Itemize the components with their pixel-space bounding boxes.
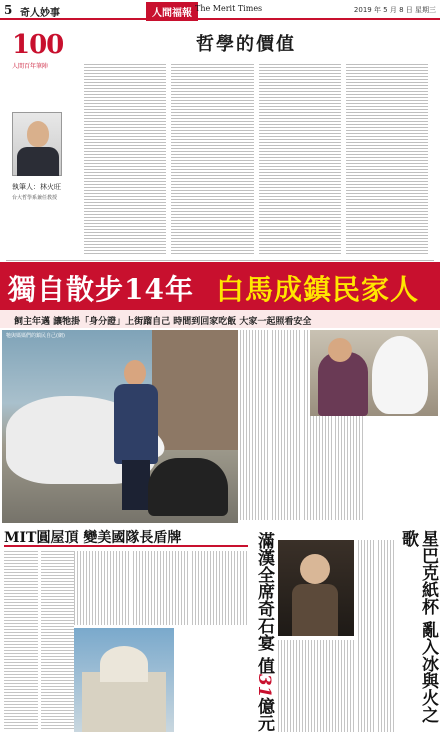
manhan-unit: 億元 xyxy=(254,697,274,732)
headline-right: 白馬成鎮民家人 xyxy=(216,273,420,306)
column-brand xyxy=(12,30,72,76)
main-photo xyxy=(2,330,238,523)
text-column xyxy=(317,640,354,732)
main-headline-banner xyxy=(0,262,440,310)
brand-number: 100 xyxy=(12,30,64,60)
text-column xyxy=(346,64,428,254)
dome-shape xyxy=(100,646,148,682)
author-name: 執筆人：林火旺 xyxy=(12,183,61,191)
man-legs xyxy=(122,460,150,510)
text-column xyxy=(378,540,396,732)
text-column xyxy=(259,64,341,254)
masthead-english: The Merit Times xyxy=(195,4,263,13)
opinion-column xyxy=(6,24,434,261)
author-title: 台大哲學系兼任教授 xyxy=(12,195,58,201)
issue-date: 2019 年 5 月 8 日 星期三 xyxy=(353,6,436,14)
author-suit xyxy=(17,147,59,176)
mit-dome-photo xyxy=(74,628,174,732)
mit-article-text xyxy=(4,551,74,731)
column-body xyxy=(84,64,428,254)
mit-article-text-2 xyxy=(74,551,248,625)
text-column xyxy=(171,64,253,254)
person-body xyxy=(292,584,338,636)
page-header xyxy=(0,0,440,20)
text-column xyxy=(133,551,189,625)
text-column xyxy=(272,330,301,520)
subheadline: 飼主年邁 讓牠掛「身分證」上街蹓自己 時間到回家吃飯 大家一起照看安全 xyxy=(0,310,440,328)
owner-head xyxy=(328,338,352,362)
mit-section-header xyxy=(4,527,248,547)
text-column xyxy=(84,64,166,254)
horse-portrait xyxy=(372,336,428,414)
author-photo xyxy=(12,112,62,176)
text-column xyxy=(4,551,38,731)
man-head xyxy=(124,360,146,386)
manhan-headline xyxy=(254,532,274,732)
masthead-logo: 人間福報 xyxy=(146,2,198,21)
column-title: 哲學的價值 xyxy=(196,34,296,55)
owner-horse-photo xyxy=(310,330,438,416)
stroller xyxy=(148,458,228,516)
text-column xyxy=(74,551,130,625)
man-body xyxy=(114,384,158,464)
photo-caption: 牠與媽媽們的鎮民自己(網) xyxy=(6,333,65,339)
section-name: 奇人妙事 xyxy=(20,8,60,19)
starbucks-headline: 星巴克紙杯 亂入冰與火之歌 xyxy=(398,530,438,723)
text-column xyxy=(358,540,376,732)
headline-left: 獨自散步14年 xyxy=(8,273,194,306)
manhan-photo xyxy=(278,540,354,636)
starbucks-article-text xyxy=(358,540,396,732)
text-column xyxy=(41,551,75,731)
person-head xyxy=(300,554,330,584)
manhan-number: 31 xyxy=(254,673,274,698)
text-column xyxy=(240,330,269,520)
page-number: 5 xyxy=(4,3,13,17)
right-article xyxy=(240,330,436,523)
manhan-headline-text: 滿漢全席奇石宴 值 xyxy=(254,532,274,674)
brand-subtitle: 人間百年筆陣 xyxy=(12,63,49,70)
photo-wall xyxy=(152,330,238,450)
mit-headline: MIT圓屋頂 變美國隊長盾牌 xyxy=(4,530,182,546)
text-column xyxy=(192,551,248,625)
author-face xyxy=(27,121,49,147)
manhan-article-text xyxy=(278,640,354,732)
text-column xyxy=(278,640,315,732)
